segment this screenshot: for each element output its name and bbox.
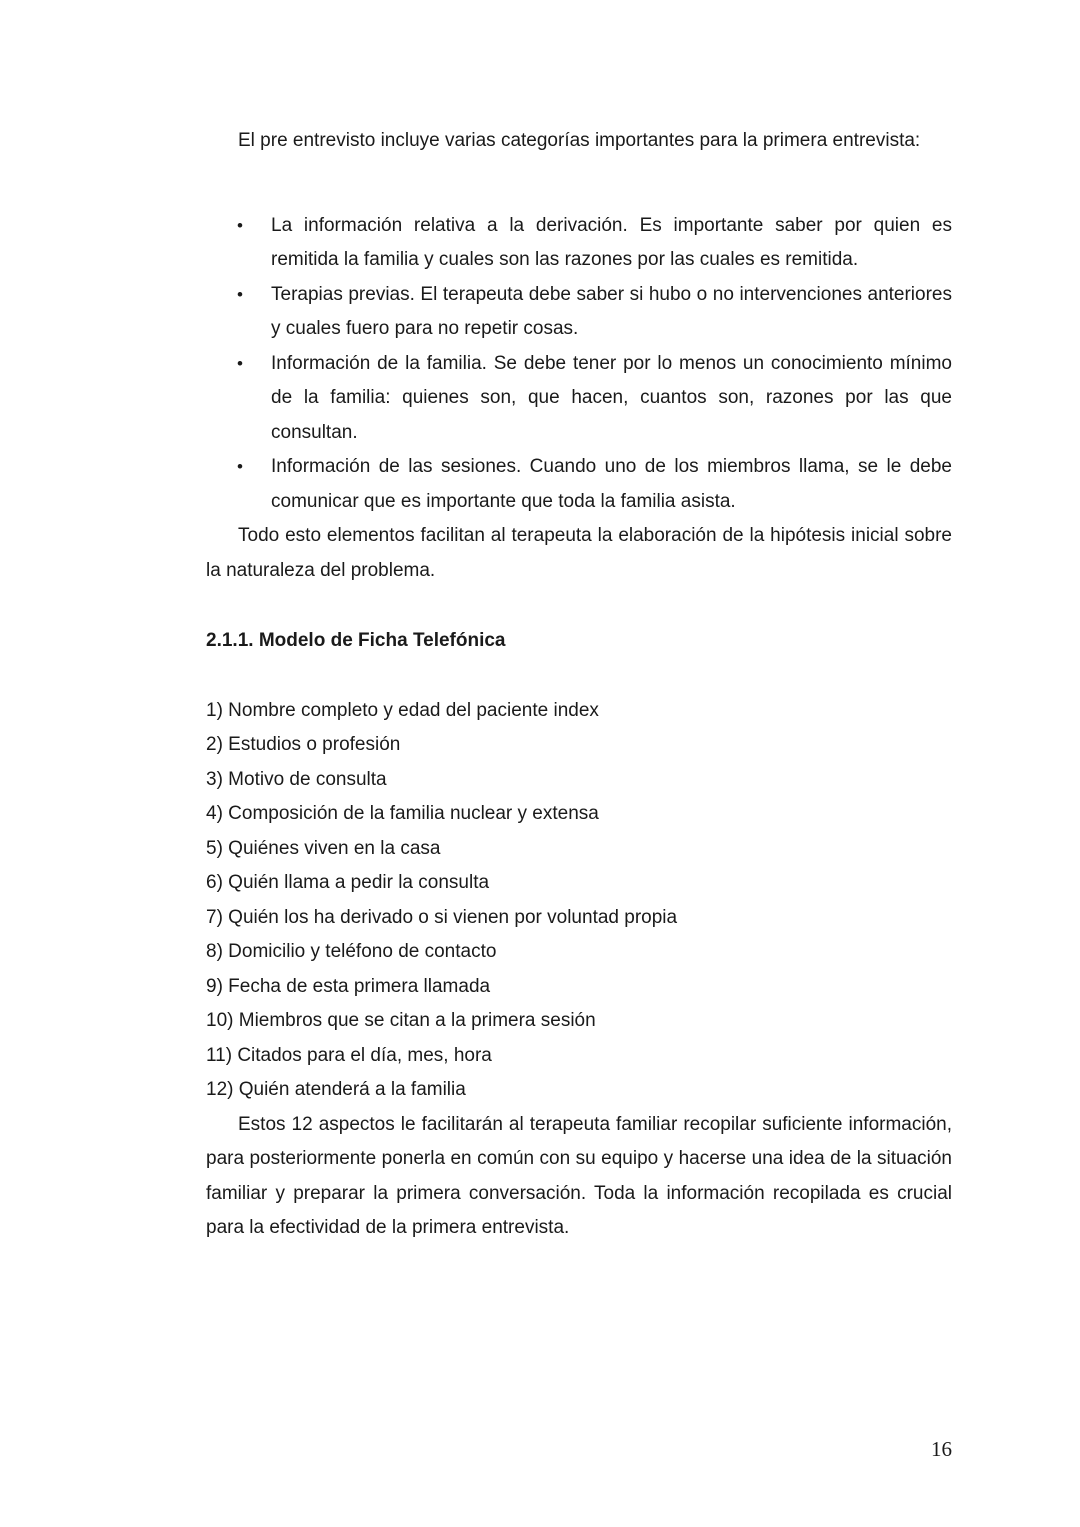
phone-form-items [206,694,952,1108]
list-item: 4) Composición de la familia nuclear y extensa [206,803,599,824]
list-item: 1) Nombre completo y edad del paciente index [206,699,599,721]
bullet-icon: • [237,284,243,304]
section-heading: 2.1.1. Modelo de Ficha Telefónica [206,630,506,651]
list-item: 10) Miembros que se citan a la primera sesión [206,1010,596,1031]
list-item: 3) Motivo de consulta [206,768,387,790]
list-item [237,278,952,347]
intro-paragraph: El pre entrevisto incluye varias categorías importantes para la primera entrevista: [238,130,921,151]
list-item: 12) Quién atenderá a la familia [206,1079,466,1100]
list-item [237,450,952,519]
list-item: 5) Quiénes viven en la casa [206,837,441,859]
document-page [206,124,952,1246]
bullet-icon: • [237,215,243,235]
closing-paragraph: Estos 12 aspectos le facilitarán al terapeuta familiar recopilar suficiente información, para posteriormente ponerla en común con su equipo y hacerse una idea de la situación familiar y preparar la primera conversación. Toda la información recopilada es crucial para la efectividad de la primera entrevista. [206,1113,952,1238]
list-item: 9) Fecha de esta primera llamada [206,975,491,997]
page-number: 16 [931,1437,952,1461]
list-item: 2) Estudios o profesión [206,734,401,755]
category-list [206,209,952,520]
list-item: 7) Quién los ha derivado o si vienen por voluntad propia [206,906,678,928]
list-item-text: Información de la familia. Se debe tener por lo menos un conocimiento mínimo de la familia: quienes son, que hacen, cuantos son, razones por las que consultan. [271,352,952,443]
summary-paragraph: Todo esto elementos facilitan al terapeuta la elaboración de la hipótesis inicial sobre la naturaleza del problema. [206,525,952,581]
list-item: 11) Citados para el día, mes, hora [206,1044,492,1066]
list-item-text: Terapias previas. El terapeuta debe saber si hubo o no intervenciones anteriores y cuales fuero para no repetir cosas. [271,283,952,339]
list-item [237,209,952,278]
list-item-text: Información de las sesiones. Cuando uno de los miembros llama, se le debe comunicar que es importante que toda la familia asista. [271,456,952,512]
list-item: 8) Domicilio y teléfono de contacto [206,941,497,962]
list-item [237,347,952,451]
list-item: 6) Quién llama a pedir la consulta [206,872,490,893]
bullet-icon: • [237,457,243,476]
list-item-text: La información relativa a la derivación. Es importante saber por quien es remitida la familia y cuales son las razones por las cuales es remitida. [271,214,952,270]
bullet-icon: • [237,353,243,373]
